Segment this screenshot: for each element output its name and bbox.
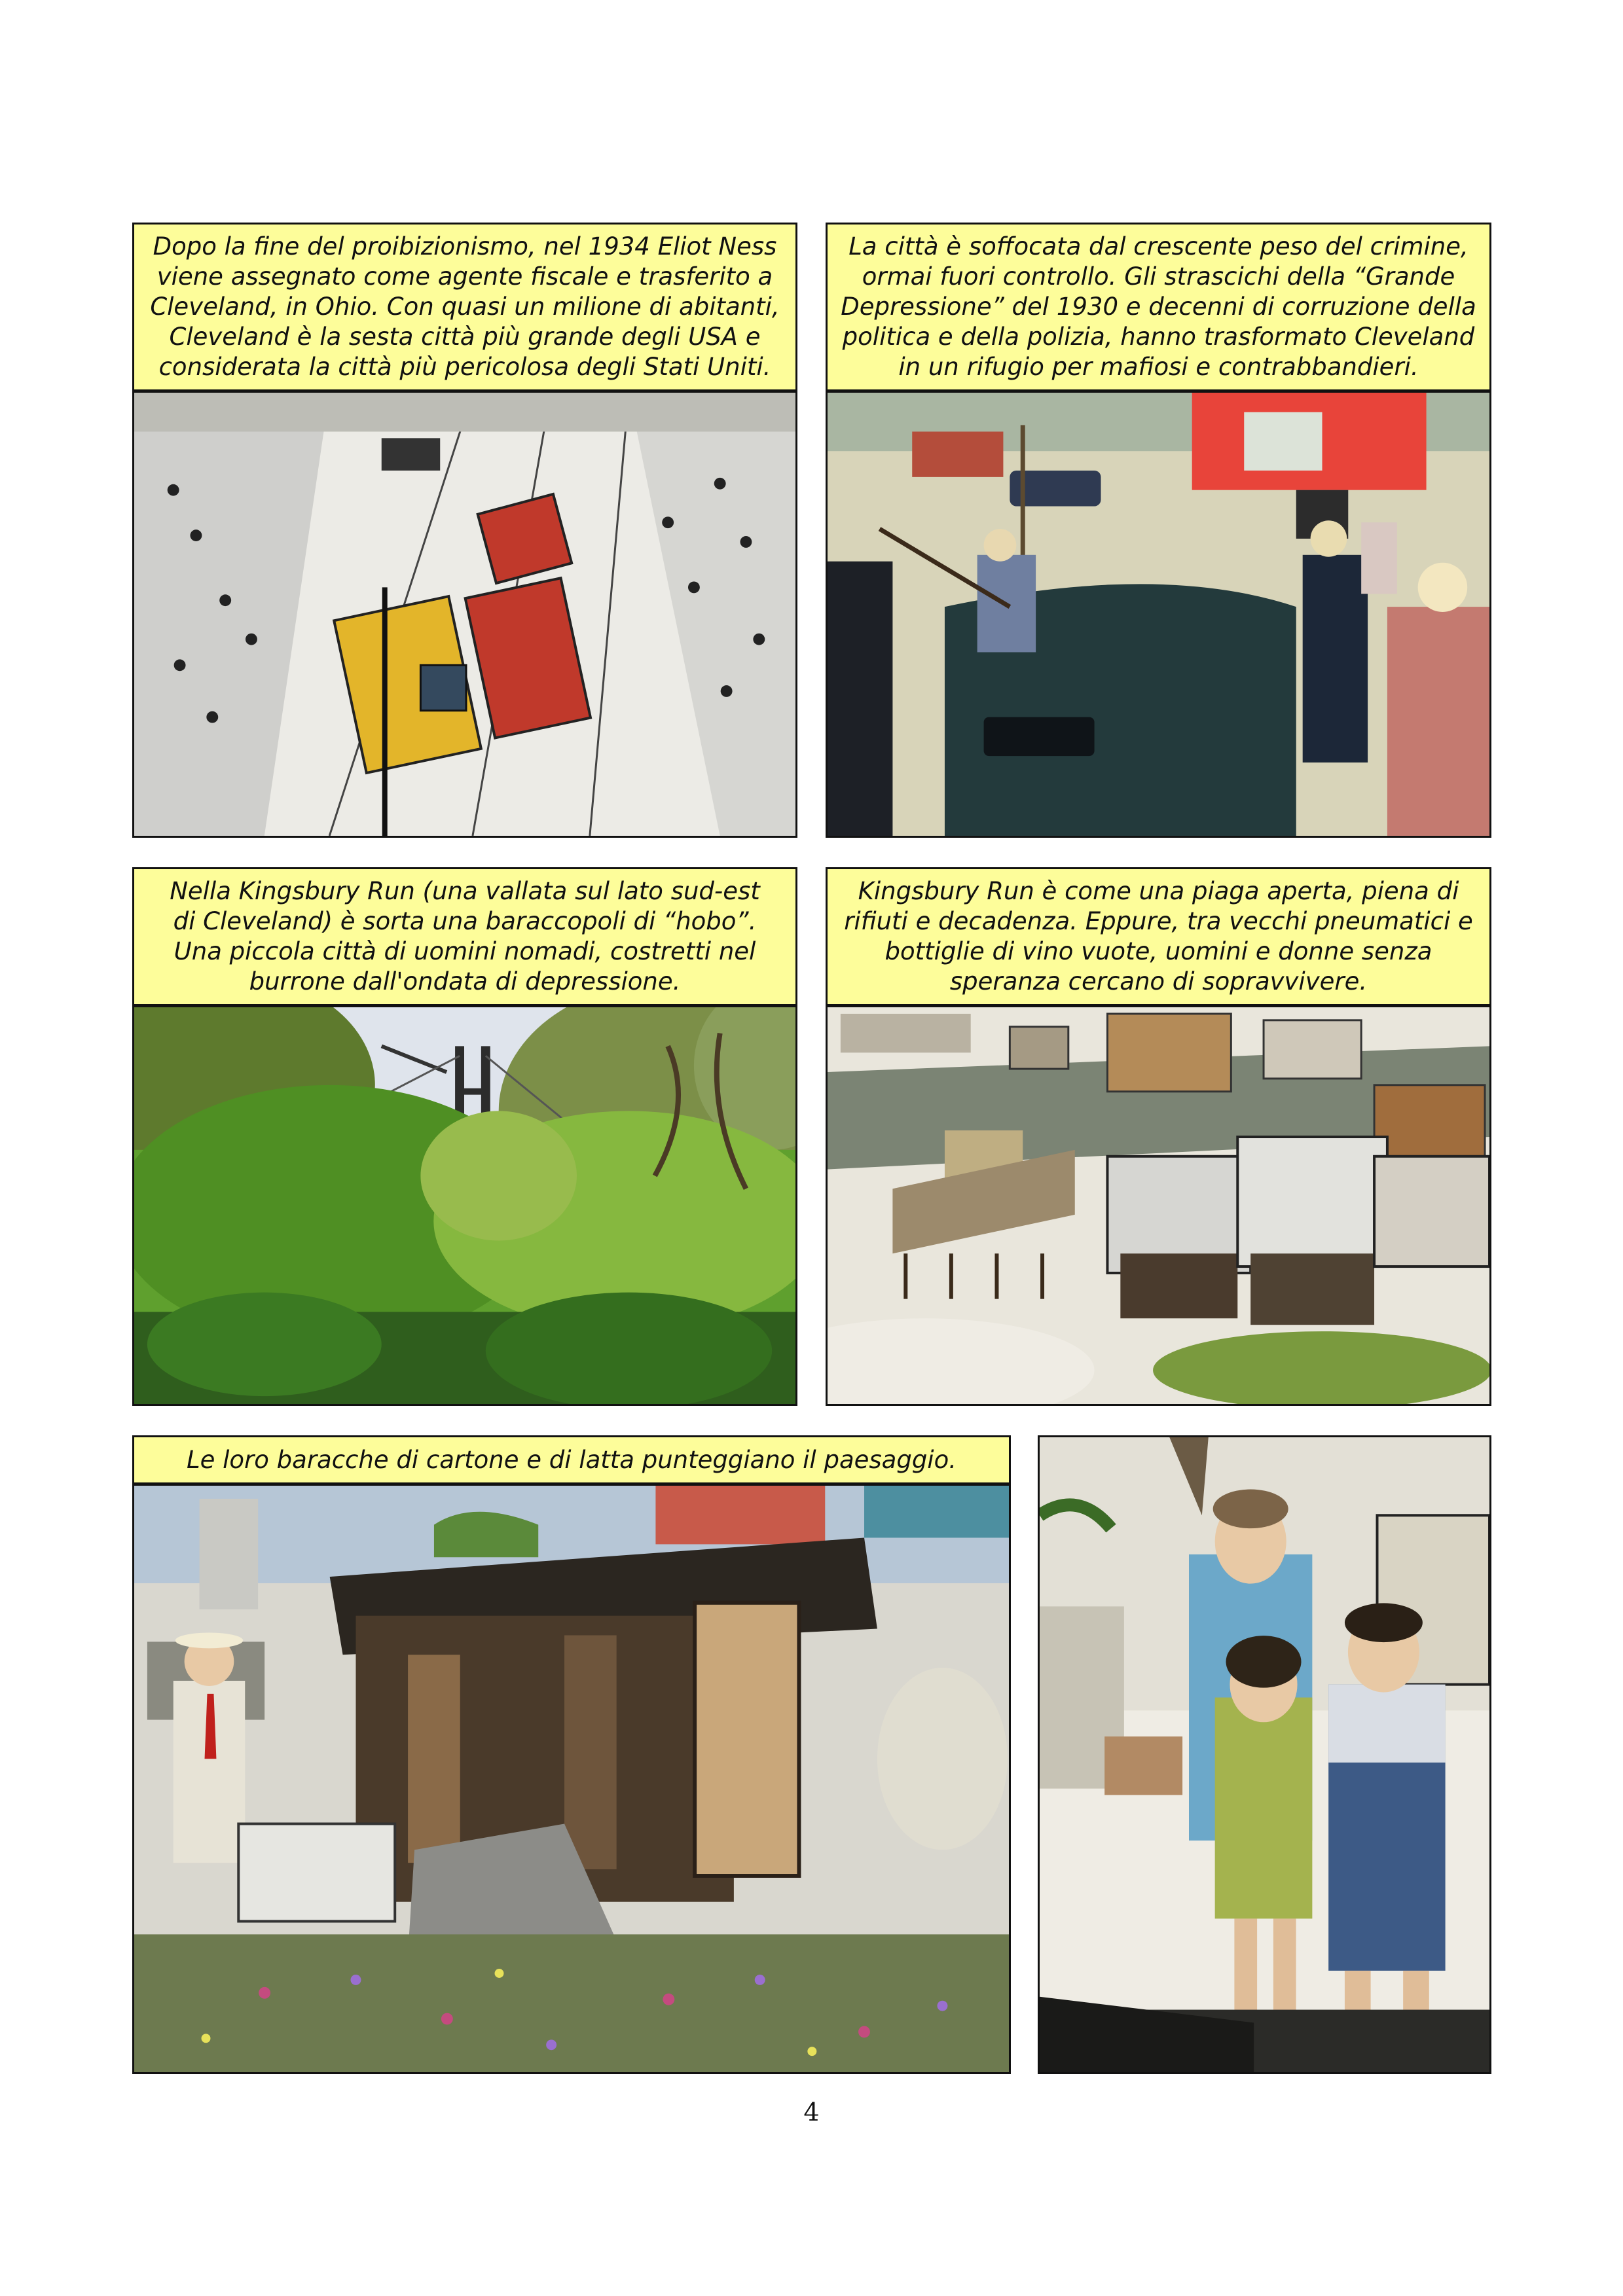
panel-image-shantytown-aerial xyxy=(826,1005,1491,1406)
caption-box-5 xyxy=(132,1435,1011,1484)
caption-box-1 xyxy=(132,223,797,391)
panel-image-ravine-bridge xyxy=(132,1005,797,1406)
caption-box-3 xyxy=(132,867,797,1006)
caption-text-4: Kingsbury Run è come una piaga aperta, piena di rifiuti e decadenza. Eppure, tra vecchi pneumatici e bottiglie di vino vuote, uomini e donne senza speranza cercano di sopravvivere. xyxy=(844,877,1473,996)
panel-image-shacks-with-man xyxy=(132,1484,1011,2074)
panel-image-streetcars xyxy=(132,391,797,838)
page-number: 4 xyxy=(803,2098,820,2126)
panel-image-street-shootout xyxy=(826,391,1491,838)
caption-text-3: Nella Kingsbury Run (una vallata sul lato sud-est di Cleveland) è sorta una baraccopoli di “hobo”. Una piccola città di uomini nomadi, costretti nel burrone dall'ondata di depressione. xyxy=(170,877,760,996)
caption-text-2: La città è soffocata dal crescente peso del crimine, ormai fuori controllo. Gli strascichi della “Grande Depressione” del 1930 e decenni di corruzione della politica e della polizia, hanno trasformato Cleveland in un rifugio per mafiosi e contrabbandieri. xyxy=(841,232,1476,381)
caption-text-5: Le loro baracche di cartone e di latta punteggiano il paesaggio. xyxy=(187,1445,957,1474)
caption-box-4 xyxy=(826,867,1491,1006)
caption-box-2 xyxy=(826,223,1491,391)
panel-image-family-portrait xyxy=(1038,1435,1491,2074)
caption-text-1: Dopo la fine del proibizionismo, nel 1934 Eliot Ness viene assegnato come agente fiscale e trasferito a Cleveland, in Ohio. Con quasi un milione di abitanti, Cleveland è la sesta città più grande degli USA e considerata la città più pericolosa degli Stati Uniti. xyxy=(150,232,780,381)
